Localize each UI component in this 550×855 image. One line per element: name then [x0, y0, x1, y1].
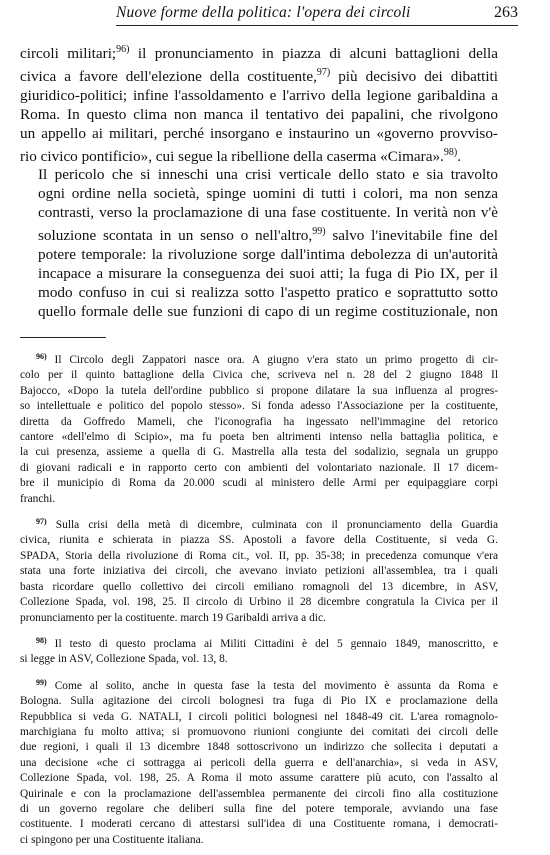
- text-line: incapace a misurare la conseguenza dei suoi atti; la fuga di Pio IX, per il: [38, 264, 498, 282]
- footnote-line: la cui presenza, assieme a quella di G. Mastrella alla testa del sodalizio, segnala un gruppo: [20, 446, 498, 459]
- text-line: Roma. In questo clima non manca il tentativo dei papalini, che rivolgono: [20, 105, 498, 123]
- text-line: Il pericolo che si inneschi una crisi verticale dello stato e sia travolto: [38, 166, 498, 184]
- footnote-line: marchigiana fu molto attiva; si promuovono riunioni congiunte dei comitati dei circoli delle: [20, 725, 498, 738]
- text-line: potere temporale: la rivoluzione sorge dall'intima debolezza di un'autorità: [38, 246, 498, 264]
- footnote-line: costituente. I moderati cercano di attestarsi sull'idea di una Costituente romana, i democrati-: [20, 818, 498, 831]
- footnote-line: colo per il quinto battaglione della Civica che, scriveva nel n. 28 del 2 giugno 1848 Il: [20, 369, 498, 382]
- footnote-line: pronunciamento per la costituente. march 19 Garibaldi arriva a dic.: [20, 611, 326, 624]
- header-rule: [116, 25, 518, 26]
- footnote-99: [20, 675, 498, 848]
- footnote-line: una decisione «che ci sottragga ai pericoli della guerra e dell'anarchia», si veda in ASV,: [20, 756, 498, 769]
- footnote-line: di un governo regolare che deliberi sulla fine del potere temporale, avviando una fase: [20, 802, 498, 815]
- paragraph-1: [20, 41, 498, 166]
- page-number: 263: [494, 4, 518, 21]
- text-line: un appello ai militari, perché insorgano e instaurino un «governo provviso-: [20, 124, 498, 142]
- footnote-line: si legge in ASV, Collezione Spada, vol. 13, 8.: [20, 653, 228, 666]
- main-text: [20, 41, 498, 322]
- footnote-line: stata una forte iniziativa dei circoli, che avevano inviato petizioni all'assemblea, tra i quali: [20, 565, 498, 578]
- footnote-number: 99): [36, 677, 47, 687]
- text-line: modo confuso in cui si realizza sotto l'aspetto pratico e soprattutto sotto: [38, 283, 498, 301]
- footnote-line: Quirinale e con la proclamazione dell'assemblea permanente dei circoli fino alla costituzione: [20, 787, 498, 800]
- footnote-separator: [20, 337, 106, 338]
- text-line: ogni ordine nella società, spinge uomini di tutti i colori, ma non senza: [38, 185, 498, 203]
- footnote-line: diretta da Goffredo Mameli, che l'iconografia ha ingessato nell'immagine del retorico: [20, 415, 498, 428]
- running-header: [116, 2, 518, 24]
- footnote-line: $^{98)}$ Il testo di questo proclama ai Militi Cittadini è del 5 gennaio 1849, manoscritto, e: [36, 635, 498, 650]
- footnote-line: $^{97)}$ Sulla crisi della metà di dicembre, culminata con il pronunciamento della Guardia: [36, 517, 498, 532]
- paragraph-2: [20, 166, 498, 321]
- footnote-line: Bajocco, «Dopo la tutela dell'ordine pubblico si propone dilatare la sua influenza al progres-: [20, 384, 498, 397]
- footnote-line: Collezione Spada, vol. 198, 25. A Roma il moto assume carattere più acuto, con l'assalto al: [20, 772, 498, 785]
- text-line: civica a favore dell'elezione della costituente,$^{97)}$ più decisivo dei dibattiti: [20, 66, 498, 85]
- text-line: soluzione scontata in un senso o nell'altro,$^{99)}$ salvo l'inevitabile fine del: [38, 226, 498, 245]
- footnote-line: Repubblica si veda G. NATALI, I circoli politici bolognesi nel 1848-49 cit. L'area romagnolo-: [20, 710, 498, 723]
- text-line: circoli militari;$^{96)}$ il pronunciamento in piazza di alcuni battaglioni della: [20, 44, 498, 62]
- text-line: giuridico-politici; infine l'assoldamento e l'arrivo della legione garibaldina a: [20, 86, 498, 104]
- footnotes: [20, 349, 498, 855]
- footnote-line: Collezione Spada, vol. 198, 25. Il circolo di Urbino il 28 dicembre congratula la Civica per il: [20, 596, 498, 609]
- footnote-line: franchi.: [20, 492, 56, 505]
- footnote-ref-96: 96): [116, 44, 130, 55]
- footnote-number: 97): [36, 517, 47, 527]
- running-title: Nuove forme della politica: l'opera dei circoli: [116, 4, 411, 21]
- text-line: contrasti, verso la proclamazione di una fase costituente. In verità non v'è: [38, 204, 498, 222]
- footnote-line: Bologna. Sulla agitazione dei circoli bolognesi tra fuga di Pio IX e proclamazione della: [20, 695, 498, 708]
- footnote-98: [20, 633, 498, 668]
- footnote-96: [20, 349, 498, 507]
- footnote-line: basta ricordare quello collettivo dei circoli emiliano romagnoli del 13 dicembre, in ASV,: [20, 580, 498, 593]
- footnote-ref-99: 99): [312, 226, 326, 238]
- footnote-number: 98): [36, 635, 47, 645]
- footnote-line: di giovani radicali e in rapporto certo con ambienti del volontariato nazionale. Il 17 dicem-: [20, 461, 498, 474]
- footnote-line: cantore «dell'elmo di Scipio», ma fu poeta ben altrimenti intenso nella battaglia politica, e: [20, 431, 498, 444]
- footnote-line: due regioni, i quali il 13 dicembre 1848 sottoscrivono un indirizzo che sollecita i deputati a: [20, 741, 498, 754]
- footnote-line: so intellettuale e politico del popolo stesso». Si fonda adesso l'Associazione per la costituente,: [20, 400, 498, 413]
- footnote-ref-98: 98): [443, 146, 458, 158]
- footnote-line: SPADA, Storia della rivoluzione di Roma cit., vol. II, pp. 35-38; in precedenza comunque v'era: [20, 549, 498, 562]
- footnote-line: bre il municipio di Roma da 20.000 scudi al ministero delle Armi per equipaggiare corpi: [20, 477, 498, 490]
- footnote-line: civica, riunita e schierata in piazza SS. Apostoli a favore della Costituente, si veda G.: [20, 534, 498, 547]
- footnote-97: [20, 514, 498, 626]
- footnote-line: $^{99)}$ Come al solito, anche in questa fase la testa del movimento è assunta da Roma e: [36, 677, 498, 692]
- text-line: rio civico pontificio», cui segue la ribellione della caserma «Cimara».$^{98)}$.: [20, 146, 461, 165]
- text-line: quello formale delle sue funzioni di capo di un regime costituzionale, non: [38, 302, 498, 320]
- footnote-line: ci spingono per una Costituente italiana.: [20, 833, 204, 846]
- footnote-line: $^{96)}$ Il Circolo degli Zappatori nasce ora. A giugno v'era stato un primo progetto di cir-: [36, 352, 498, 366]
- footnote-number: 96): [36, 352, 47, 361]
- footnote-ref-97: 97): [316, 66, 331, 78]
